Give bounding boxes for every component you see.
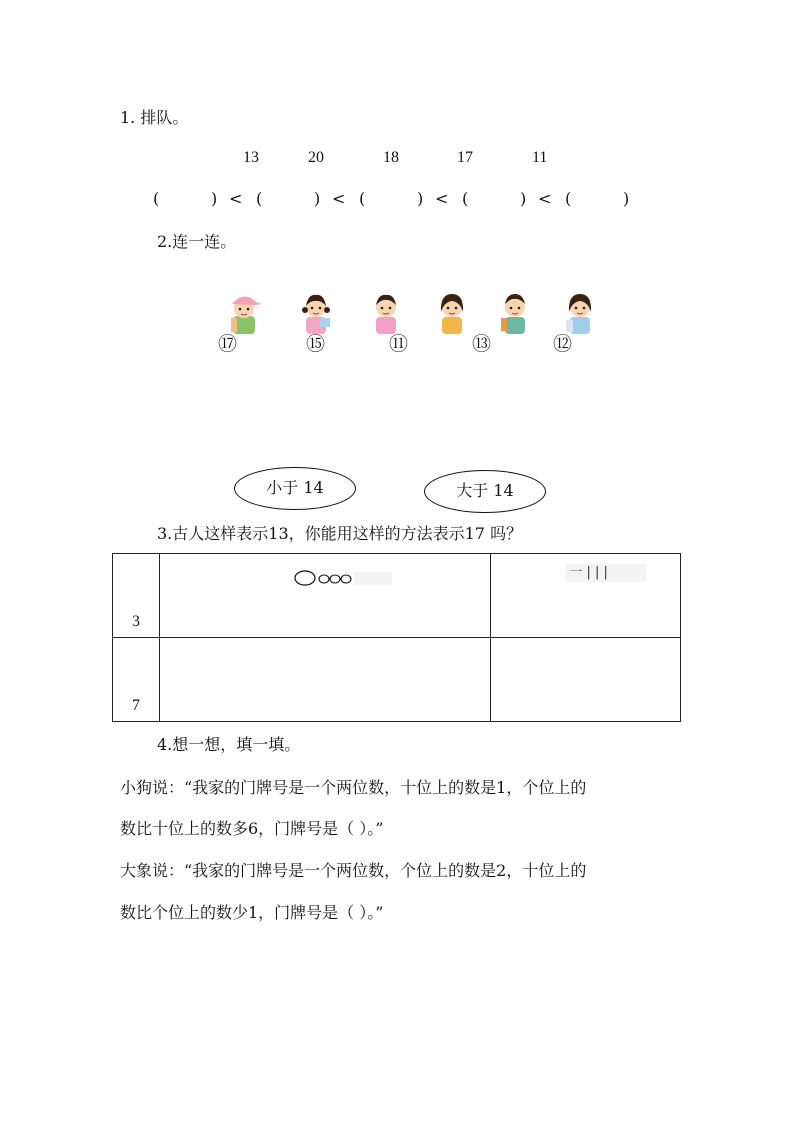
less-than-sign: < — [332, 189, 346, 208]
paren-close: ) — [314, 189, 321, 208]
child-illustration — [296, 288, 336, 334]
elephant-statement-line2: 数比个位上的数少1，门牌号是（ ）。” — [120, 903, 384, 922]
paren-close: ) — [520, 189, 527, 208]
less-than-sign: < — [538, 189, 552, 208]
child-illustration — [560, 288, 600, 334]
table-row — [113, 638, 681, 722]
row-label: 7 — [113, 638, 160, 722]
ancient-symbol-cell — [159, 554, 490, 638]
number-item: 11 — [532, 149, 548, 166]
paren-open: ( — [359, 189, 366, 208]
dog-statement-line1: 小狗说：“我家的门牌号是一个两位数，十位上的数是1，个位上的 — [120, 778, 587, 797]
child-illustration — [495, 288, 535, 334]
number-item: 17 — [457, 149, 473, 166]
paren-close: ) — [623, 189, 630, 208]
ancient-circles-icon — [294, 568, 394, 588]
q4-title: 4.想一想，填一填。 — [157, 735, 301, 754]
child-illustration — [366, 288, 406, 334]
number-item: 13 — [243, 149, 259, 166]
less-than-sign: < — [229, 189, 243, 208]
answer-cell[interactable] — [491, 638, 681, 722]
table-row — [113, 554, 681, 638]
paren-open: ( — [256, 189, 263, 208]
circled-number: ⑬ — [472, 333, 492, 355]
paren-open: ( — [565, 189, 572, 208]
circled-number: ⑰ — [218, 333, 238, 355]
q1-title: 1. 排队。 — [120, 108, 189, 127]
elephant-statement-line1: 大象说：“我家的门牌号是一个两位数，个位上的数是2，十位上的 — [120, 861, 587, 880]
oval-less-than-14: 小于 14 — [234, 467, 356, 510]
child-illustration — [432, 288, 472, 334]
q2-title: 2.连一连。 — [157, 232, 237, 251]
oval-greater-than-14: 大于 14 — [424, 470, 546, 513]
row-label: 3 — [113, 554, 160, 638]
ancient-strokes: 一 | | | — [565, 564, 647, 582]
child-illustration — [224, 288, 264, 334]
number-item: 18 — [383, 149, 399, 166]
paren-open: ( — [153, 189, 160, 208]
paren-close: ) — [211, 189, 218, 208]
ancient-number-table — [112, 553, 681, 722]
circled-number: ⑫ — [553, 333, 573, 355]
less-than-sign: < — [435, 189, 449, 208]
ancient-stroke-cell — [491, 554, 681, 638]
paren-close: ) — [417, 189, 424, 208]
q3-title: 3.古人这样表示13，你能用这样的方法表示17 吗？ — [157, 524, 523, 543]
circled-number: ⑮ — [306, 333, 326, 355]
circled-number: ⑪ — [389, 333, 409, 355]
number-item: 20 — [308, 149, 324, 166]
dog-statement-line2: 数比十位上的数多6，门牌号是（ ）。” — [120, 819, 384, 838]
answer-cell[interactable] — [159, 638, 490, 722]
paren-open: ( — [462, 189, 469, 208]
